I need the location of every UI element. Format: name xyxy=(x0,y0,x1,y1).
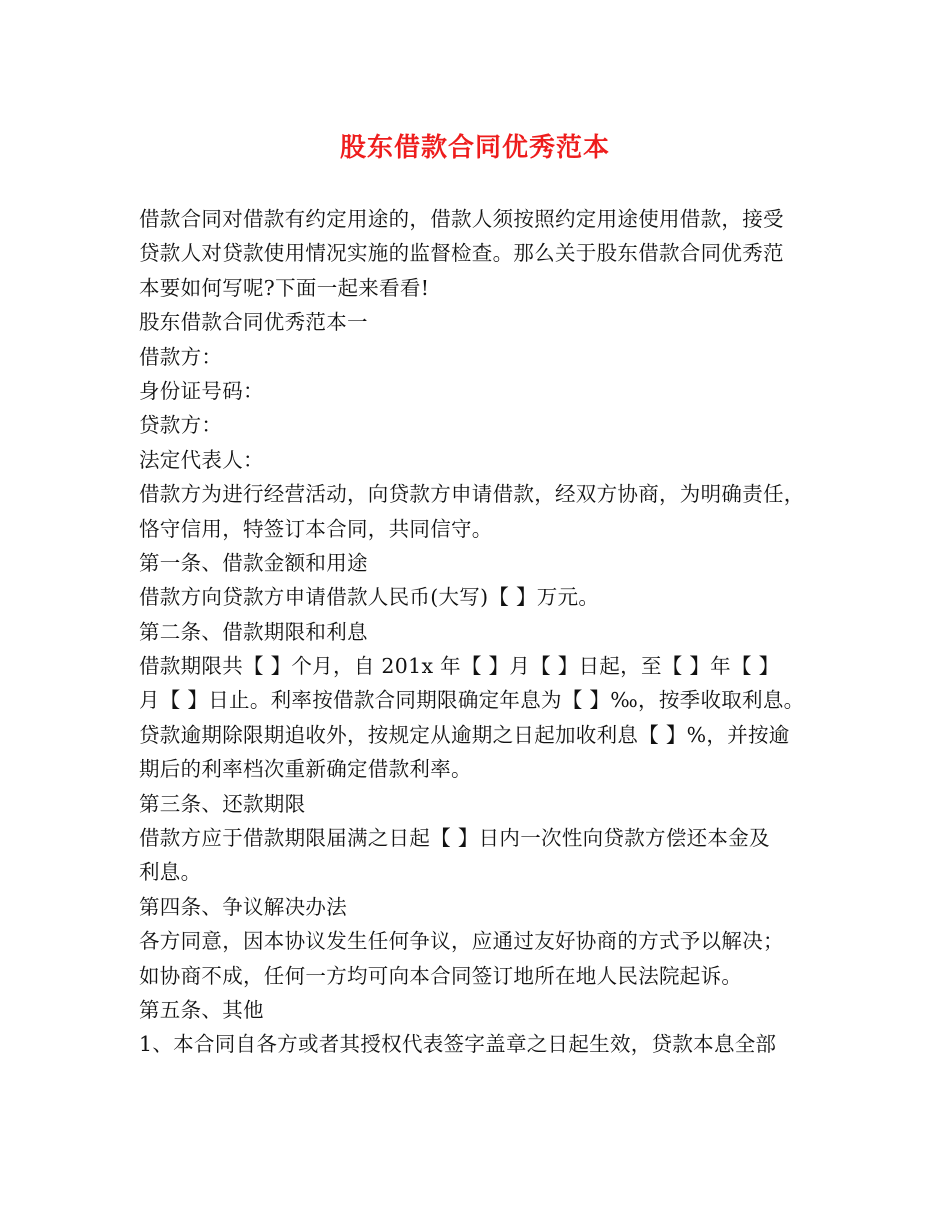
article-heading: 第一条、借款金额和用途 xyxy=(139,550,368,575)
body-line: 月【 】日止。利率按借款合同期限确定年息为【 】‰，按季收取利息。 xyxy=(139,688,805,713)
body-line: 1、本合同自各方或者其授权代表签字盖章之日起生效，贷款本息全部 xyxy=(139,1032,777,1057)
body-line: 贷款人对贷款使用情况实施的监督检查。那么关于股东借款合同优秀范 xyxy=(139,241,784,266)
body-line: 借款方为进行经营活动，向贷款方申请借款，经双方协商，为明确责任， xyxy=(139,482,805,507)
lender-field: 贷款方： xyxy=(139,413,223,438)
article-heading: 第四条、争议解决办法 xyxy=(139,894,347,919)
id-number-field: 身份证号码： xyxy=(139,378,264,403)
article-heading: 第三条、还款期限 xyxy=(139,791,306,816)
body-line: 本要如何写呢?下面一起来看看! xyxy=(139,275,430,300)
body-line: 期后的利率档次重新确定借款利率。 xyxy=(139,757,472,782)
body-line: 借款方应于借款期限届满之日起【 】日内一次性向贷款方偿还本金及 xyxy=(139,826,770,851)
body-line: 如协商不成，任何一方均可向本合同签订地所在地人民法院起诉。 xyxy=(139,963,743,988)
article-heading: 第二条、借款期限和利息 xyxy=(139,619,368,644)
document-title: 股东借款合同优秀范本 xyxy=(339,133,610,163)
borrower-field: 借款方： xyxy=(139,344,223,369)
document-body xyxy=(139,202,839,1062)
body-line: 借款方向贷款方申请借款人民币(大写)【 】万元。 xyxy=(139,585,600,610)
article-heading: 第五条、其他 xyxy=(139,997,264,1022)
body-line: 恪守信用，特签订本合同，共同信守。 xyxy=(139,516,493,541)
body-line: 借款合同对借款有约定用途的，借款人须按照约定用途使用借款，接受 xyxy=(139,207,784,231)
body-line: 各方同意，因本协议发生任何争议，应通过友好协商的方式予以解决； xyxy=(139,929,784,954)
body-line: 借款期限共【 】个月，自 201x 年【 】月【 】日起，至【 】年【 】 xyxy=(139,654,780,679)
body-line: 利息。 xyxy=(139,860,202,885)
legal-representative-field: 法定代表人： xyxy=(139,447,264,472)
section-heading: 股东借款合同优秀范本一 xyxy=(139,310,368,335)
body-line: 贷款逾期除限期追收外，按规定从逾期之日起加收利息【 】%，并按逾 xyxy=(139,722,790,747)
